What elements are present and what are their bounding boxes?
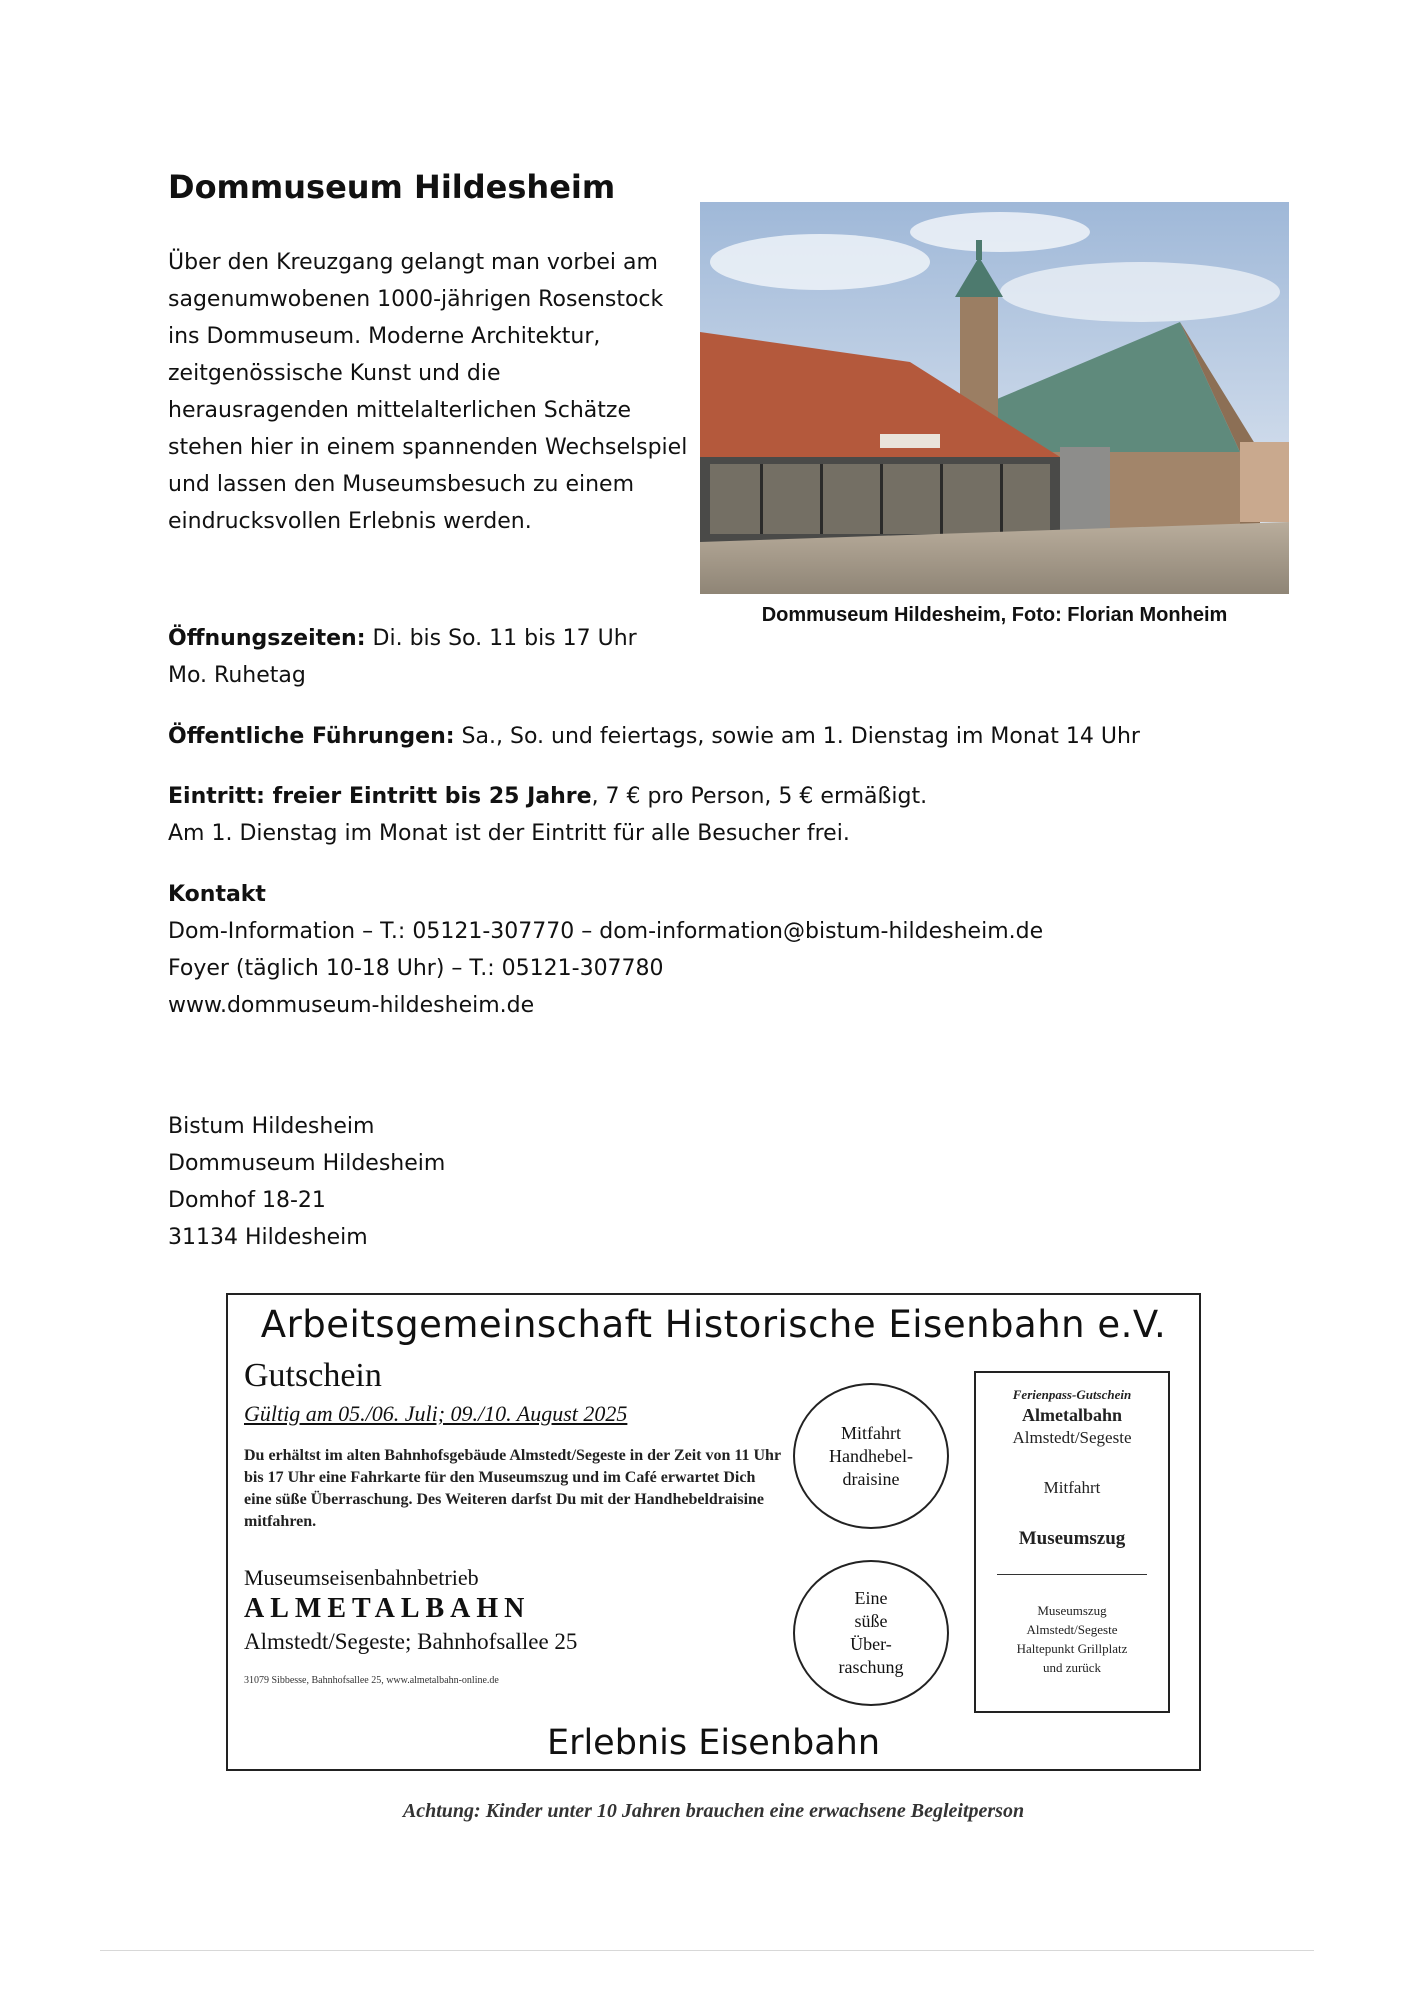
railway-voucher <box>226 1293 1201 1771</box>
museum-photo <box>700 202 1289 594</box>
circle-text: Mitfahrt <box>841 1422 901 1443</box>
voucher-small-address: 31079 Sibbesse, Bahnhofsallee 25, www.almetalbahn-online.de <box>244 1675 499 1686</box>
age-notice: Achtung: Kinder unter 10 Jahren brauchen eine erwachsene Begleitperson <box>402 1800 1025 1822</box>
voucher-address: Almstedt/Segeste; Bahnhofsallee 25 <box>244 1629 578 1654</box>
voucher-railway-name: ALMETALBAHN <box>244 1593 531 1624</box>
closed-day: Mo. Ruhetag <box>168 663 306 688</box>
entry-fees <box>168 778 927 815</box>
voucher-header: Arbeitsgemeinschaft Historische Eisenbahn e.V. <box>260 1303 1167 1346</box>
circle-text: raschung <box>838 1657 904 1677</box>
ferienpass-title: Ferienpass-Gutschein <box>1012 1387 1132 1402</box>
ferienpass-divider <box>997 1574 1147 1575</box>
contact-label: Kontakt <box>168 882 266 907</box>
ferienpass-details <box>976 1601 1168 1677</box>
address-line: Dommuseum Hildesheim <box>168 1151 446 1176</box>
ferienpass-railway: Almetalbahn <box>1021 1405 1122 1425</box>
public-tours-label: Öffentliche Führungen: <box>168 724 455 749</box>
entry-value: , 7 € pro Person, 5 € ermäßigt. <box>591 784 928 809</box>
ferienpass-detail-line: Museumszug <box>1037 1603 1107 1618</box>
circle-text: Über- <box>850 1634 892 1654</box>
circle-text: süße <box>854 1611 888 1631</box>
contact-heading <box>168 876 266 913</box>
opening-hours-value: Di. bis So. 11 bis 17 Uhr <box>365 626 637 651</box>
circle-text: Handhebel- <box>829 1445 913 1466</box>
ferienpass-ride: Mitfahrt <box>1043 1478 1101 1497</box>
public-tours <box>168 718 1140 755</box>
voucher-validity: Gültig am 05./06. Juli; 09./10. August 2025 <box>244 1401 628 1426</box>
opening-hours-label: Öffnungszeiten: <box>168 626 366 651</box>
intro-paragraph: Über den Kreuzgang gelangt man vorbei am sagenumwobenen 1000-jährigen Rosenstock ins Dommuseum. Moderne Architektur, zeitgenössische Kunst und die herausragenden mittelalterlichen Schätze stehen hier in einem spannenden Wechselspiel und lassen den Museumsbesuch zu einem eindrucksvollen Erlebnis werden. <box>168 250 688 534</box>
voucher-description: Du erhältst im alten Bahnhofsgebäude Almstedt/Segeste in der Zeit von 11 Uhr bis 17 Uhr eine Fahrkarte für den Museumszug und im Café erwartet Dich eine süße Überraschung. Des Weiteren darfst Du mit der Handhebeldraisine mitfahren. <box>244 1447 781 1530</box>
page-title: Dommuseum Hildesheim <box>168 168 616 206</box>
voucher-operator: Museumseisenbahnbetrieb <box>244 1565 479 1590</box>
circle-text: Eine <box>854 1588 888 1608</box>
circle-surprise <box>793 1560 949 1706</box>
website-link[interactable]: www.dommuseum-hildesheim.de <box>168 993 535 1018</box>
address-line: 31134 Hildesheim <box>168 1225 368 1250</box>
page-divider <box>100 1950 1314 1951</box>
address-line: Bistum Hildesheim <box>168 1114 375 1139</box>
address-line: Domhof 18-21 <box>168 1188 326 1213</box>
ferienpass-box <box>974 1371 1170 1713</box>
voucher-title: Gutschein <box>244 1357 382 1394</box>
ferienpass-train: Museumszug <box>1018 1528 1126 1549</box>
public-tours-value: Sa., So. und feiertags, sowie am 1. Dienstag im Monat 14 Uhr <box>454 724 1140 749</box>
opening-hours <box>168 620 637 657</box>
ferienpass-detail-line: und zurück <box>1042 1660 1102 1675</box>
circle-handcar-ride <box>793 1383 949 1529</box>
circle-text: draisine <box>842 1468 900 1489</box>
entry-label: Eintritt: freier Eintritt bis 25 Jahre <box>168 784 592 809</box>
ferienpass-detail-line: Almstedt/Segeste <box>1026 1622 1118 1637</box>
voucher-footer: Erlebnis Eisenbahn <box>546 1723 881 1763</box>
contact-foyer: Foyer (täglich 10-18 Uhr) – T.: 05121-307780 <box>168 956 664 981</box>
ferienpass-detail-line: Haltepunkt Grillplatz <box>1016 1641 1128 1656</box>
contact-dom-information: Dom-Information – T.: 05121-307770 – dom-information@bistum-hildesheim.de <box>168 919 1044 944</box>
entry-free-note: Am 1. Dienstag im Monat ist der Eintritt für alle Besucher frei. <box>168 821 850 846</box>
photo-caption: Dommuseum Hildesheim, Foto: Florian Monheim <box>761 604 1228 626</box>
ferienpass-place: Almstedt/Segeste <box>1012 1428 1132 1447</box>
